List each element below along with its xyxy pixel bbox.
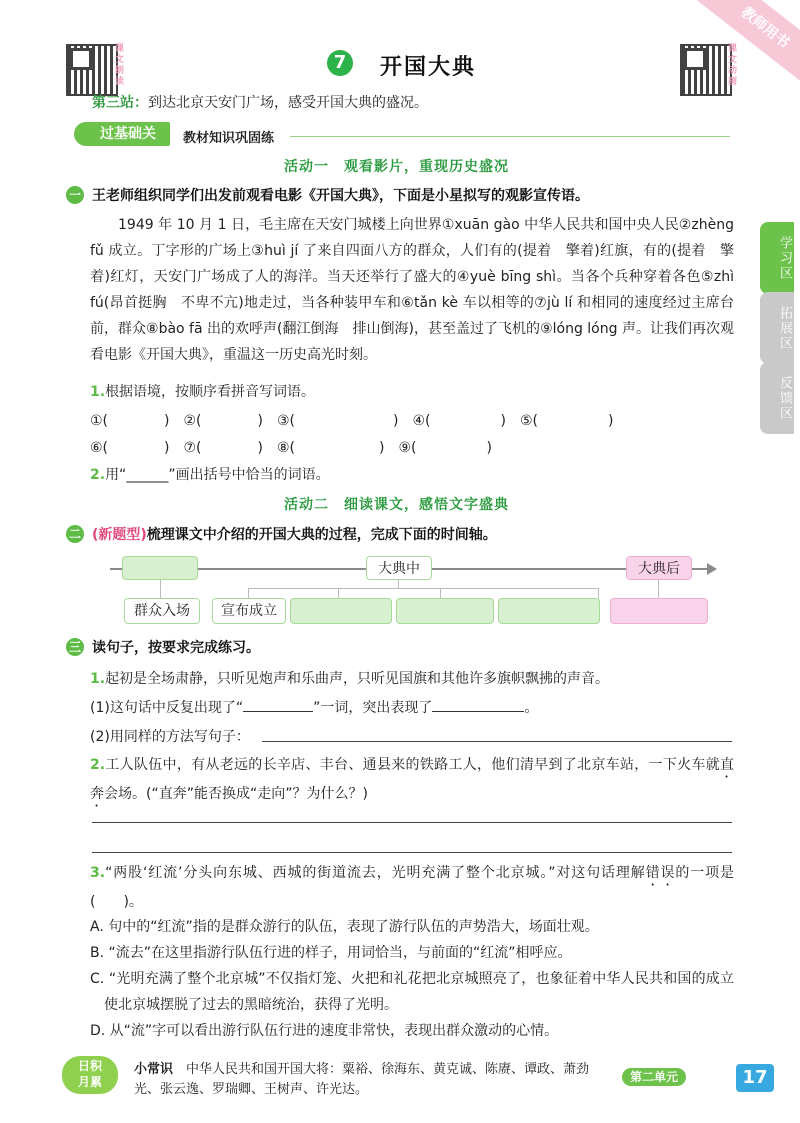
q3-s1a-part2: ”一词，突出表现了 xyxy=(313,700,433,716)
option-b[interactable]: B. “流去”在这里指游行队伍行进的样子，用词恰当，与前面的“红流”相呼应。 xyxy=(90,945,572,961)
q2-prompt: 梳理课文中介绍的开国大典的过程，完成下面的时间轴。 xyxy=(146,527,497,543)
station-line xyxy=(92,92,428,112)
blank-5[interactable]: ⑤( ) xyxy=(519,413,614,429)
q1-badge: 一 xyxy=(66,186,84,204)
q1-blanks-row1 xyxy=(90,410,734,430)
blank-6[interactable]: ⑥( ) xyxy=(90,440,170,456)
blank-2[interactable]: ②( ) xyxy=(183,413,263,429)
q3-s2-answer-line-1[interactable] xyxy=(92,822,732,823)
tip-badge xyxy=(62,1056,118,1094)
side-tab-feedback[interactable]: 反馈区 xyxy=(760,362,794,434)
q3-s1b-text: (2)用同样的方法写句子： xyxy=(90,729,250,745)
corner-stamp: 教师用书 xyxy=(694,0,800,90)
q2-prompt-line xyxy=(92,524,732,544)
q3-s3 xyxy=(90,860,734,915)
footer-unit: 第二单元 xyxy=(622,1068,686,1086)
q3-s2-emph: 直奔 xyxy=(90,757,734,802)
q3-s2-answer-line-2[interactable] xyxy=(92,852,732,853)
blank-3[interactable]: ③( ) xyxy=(276,413,399,429)
q1-sub2-num: 2. xyxy=(90,467,106,483)
q3-s2-tail: 会场。(“直奔”能否换成“走向”？为什么？) xyxy=(104,786,368,802)
q3-s1b xyxy=(90,726,250,746)
blank-4[interactable]: ④( ) xyxy=(412,413,506,429)
station-text: 到达北京天安门广场，感受开国大典的盛况。 xyxy=(148,95,428,111)
q3-s1a-blank-meaning[interactable] xyxy=(432,697,524,712)
q3-s1a xyxy=(90,697,538,717)
timeline-connector xyxy=(338,588,339,598)
timeline-bracket xyxy=(248,588,598,589)
timeline-during-label: 大典中 xyxy=(366,556,432,580)
timeline-before-marker xyxy=(122,556,198,580)
q1-blanks-row2 xyxy=(90,437,734,457)
tip-content xyxy=(134,1060,594,1100)
qr-code-right[interactable] xyxy=(680,44,732,96)
banner-rule xyxy=(290,136,730,137)
q3-s2 xyxy=(90,752,734,810)
option-d[interactable]: D. 从“流”字可以看出游行队伍行进的速度非常快，表现出群众激动的心情。 xyxy=(90,1023,559,1039)
lesson-number: 7 xyxy=(327,50,353,76)
blank-9[interactable]: ⑨( ) xyxy=(398,440,492,456)
q1-prompt: 王老师组织同学们出发前观看电影《开国大典》，下面是小星拟写的观影宣传语。 xyxy=(92,188,589,204)
tip-text: 中华人民共和国开国大将：粟裕、徐海东、黄克诚、陈赓、谭政、萧劲光、张云逸、罗瑞卿、王树声、许光达。 xyxy=(134,1062,590,1097)
q1-sub2-text: 用“______”画出括号中恰当的词语。 xyxy=(105,467,330,483)
section-banner: 过基础关 xyxy=(74,122,170,146)
q1-paragraph: 1949 年 10 月 1 日，毛主席在天安门城楼上向世界①xuān gào 中华人民共和国中央人民②zhèng fǔ 成立。丁字形的广场上③huì jí 了来自四面八方的群众，人们有的(提着 擎着)红旗，有的(提着 擎着)红灯，天安门广场成了人的海洋。当天还举行了盛大的④yuè bīng shì。当各个兵种穿着各色⑤zhì fú(昂首挺胸 不卑不亢)地走过，当各种装甲车和⑥tǎn kè 车以相等的⑦jù lí 和相同的速度经过主席台前，群众⑧bào fā 出的欢呼声(翻江倒海 排山倒海)，甚至盖过了飞机的⑨lóng lóng 声。让我们再次观看电影《开国大典》，重温这一历史高光时刻。 xyxy=(90,217,734,363)
qr-label-right: 课文动画 xyxy=(728,44,738,87)
timeline-connector xyxy=(398,580,399,588)
q3-s3-options xyxy=(90,914,734,1044)
option-c[interactable]: C. “光明充满了整个北京城”不仅指灯笼、火把和礼花把北京城照亮了，也象征着中华人民共和国的成立使北京城摆脱了过去的黑暗统治，获得了光明。 xyxy=(90,971,734,1013)
timeline-arrow-icon xyxy=(707,563,717,575)
q3-badge: 三 xyxy=(66,638,84,656)
timeline-blank-box[interactable] xyxy=(498,598,600,624)
timeline-connector xyxy=(440,588,441,598)
qr-label-left: 课文朗读 xyxy=(115,44,125,87)
timeline-blank-box[interactable] xyxy=(290,598,392,624)
timeline-blank-box-after[interactable] xyxy=(610,598,708,624)
q3-s2-num: 2. xyxy=(90,757,106,773)
q1-sub1-num: 1. xyxy=(90,384,106,400)
q3-s3-tail: 的一项是( )。 xyxy=(90,865,735,910)
blank-1[interactable]: ①( ) xyxy=(90,413,170,429)
activity1-title: 活动一 观看影片，重现历史盛况 xyxy=(284,159,509,175)
page-number: 17 xyxy=(736,1064,774,1092)
q3-s1-num: 1. xyxy=(90,671,106,687)
q3-s1a-part1: (1)这句话中反复出现了“ xyxy=(90,700,244,716)
timeline-after-label: 大典后 xyxy=(626,556,692,580)
q1-sub1-text: 根据语境，按顺序看拼音写词语。 xyxy=(105,384,316,400)
blank-8[interactable]: ⑧( ) xyxy=(276,440,385,456)
activity2-title: 活动二 细读课文，感悟文字盛典 xyxy=(284,497,509,513)
tip-label: 小常识 xyxy=(134,1062,174,1077)
blank-7[interactable]: ⑦( ) xyxy=(183,440,263,456)
timeline-box-crowd-entry: 群众入场 xyxy=(124,598,200,624)
station-label: 第三站： xyxy=(92,95,148,111)
q1-sub2 xyxy=(90,464,330,484)
tip-badge-line2: 月累 xyxy=(77,1075,102,1089)
q3-s1a-blank-word[interactable] xyxy=(243,697,313,712)
lesson-title: 开国大典 xyxy=(380,55,477,80)
q3-s1 xyxy=(90,668,734,688)
timeline-connector xyxy=(658,580,659,598)
timeline-connector xyxy=(248,588,249,598)
timeline-connector xyxy=(598,588,599,598)
option-a[interactable]: A. 句中的“红流”指的是群众游行的队伍，表现了游行队伍的声势浩大，场面壮观。 xyxy=(90,919,599,935)
q2-new-tag: (新题型) xyxy=(92,527,147,543)
q1-sub1 xyxy=(90,381,315,401)
q3-s3-num: 3. xyxy=(90,865,106,881)
qr-code-left[interactable] xyxy=(66,44,118,96)
timeline-blank-box[interactable] xyxy=(396,598,494,624)
side-tab-study[interactable]: 学习区 xyxy=(760,222,794,294)
q3-s1a-part3: 。 xyxy=(524,700,539,716)
q3-s1-text: 起初是全场肃静，只听见炮声和乐曲声，只听见国旗和其他许多旗帜飘拂的声音。 xyxy=(105,671,610,687)
tip-badge-line1: 日积 xyxy=(77,1059,102,1073)
section-banner-subtitle: 教材知识巩固练 xyxy=(183,131,275,146)
q3-s3-text: “两股‘红流’分头向东城、西城的街道流去，光明充满了整个北京城。”对这句话理解 xyxy=(105,865,646,881)
q3-prompt: 读句子，按要求完成练习。 xyxy=(92,640,260,656)
side-tab-extend[interactable]: 拓展区 xyxy=(760,292,794,364)
q2-badge: 二 xyxy=(66,525,84,543)
q3-s3-emph: 错误 xyxy=(645,865,676,881)
timeline-box-announce: 宣布成立 xyxy=(212,598,286,624)
q3-s2-text: 工人队伍中，有从老远的长辛店、丰台、通县来的铁路工人，他们清早到了北京车站，一下火车就 xyxy=(105,757,720,773)
q3-s1b-answer-line[interactable] xyxy=(262,741,732,742)
timeline-connector xyxy=(160,580,161,598)
